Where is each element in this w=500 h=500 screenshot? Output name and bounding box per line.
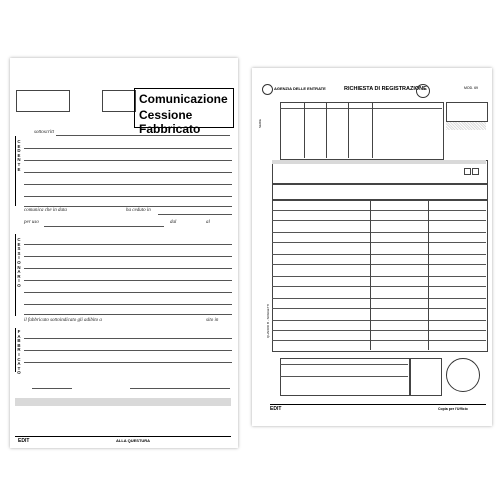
form-title-line2: Cessione Fabbricato	[139, 108, 201, 136]
footer-rule	[15, 436, 231, 437]
checkbox-b[interactable]	[472, 168, 479, 175]
left-form-sheet	[10, 58, 238, 448]
republic-emblem-icon	[262, 84, 273, 95]
per-uso-label: per uso	[24, 220, 39, 225]
form-title-line1: Comunicazione	[139, 92, 228, 106]
sog-col-1	[370, 200, 371, 350]
top-col-2	[326, 102, 327, 158]
sold-text: ha ceduto in	[126, 208, 151, 213]
cess-row-4	[24, 280, 232, 281]
fabb-row-3	[24, 362, 232, 363]
stamp-circle-icon	[416, 84, 430, 98]
cess-row-5	[24, 292, 232, 293]
title-box	[134, 88, 234, 136]
right-footer-brand: EDIT	[270, 406, 282, 412]
section-label-cessionario: C E S S I O N A R I O	[17, 237, 21, 288]
model-code: MOD. 69	[464, 86, 479, 90]
checkbox-a[interactable]	[464, 168, 471, 175]
right-title: RICHIESTA DI REGISTRAZIONE	[344, 86, 427, 92]
side-serie-label: SERIE	[258, 118, 262, 128]
cedente-row-3	[24, 172, 232, 173]
sog-row-8	[272, 286, 486, 287]
sog-row-1	[272, 210, 486, 211]
section-label-fabbricato: F A B B R I C A T O	[17, 329, 21, 376]
dal-label: dal	[170, 220, 177, 225]
header-box-mid	[102, 90, 136, 112]
subject-block	[272, 184, 488, 200]
office-stamp-icon	[446, 358, 480, 392]
per-uso-line	[44, 226, 164, 227]
bottom-grid-row	[280, 376, 408, 377]
cedente-row-4	[24, 184, 232, 185]
bottom-grid-header	[280, 364, 408, 365]
date-line	[32, 388, 72, 389]
cedente-row-6	[24, 206, 232, 207]
building-text: il fabbricato sottoindicato gli adibito a	[24, 318, 102, 323]
sog-row-3	[272, 232, 486, 233]
header-box-left	[16, 90, 70, 112]
sold-line	[158, 214, 232, 215]
top-col-3	[348, 102, 349, 158]
sito-in-label: sito in	[206, 318, 219, 323]
sog-row-10	[272, 308, 486, 309]
cess-row-7	[24, 314, 232, 315]
sog-row-2	[272, 220, 486, 221]
sog-row-12	[272, 330, 486, 331]
cess-row-2	[24, 256, 232, 257]
sog-row-4	[272, 242, 486, 243]
left-footer-right: ALLA QUESTURA	[116, 438, 151, 443]
agency-name: AGENZIA DELLE ENTRATE	[274, 86, 326, 91]
signature-line	[130, 388, 230, 389]
sog-row-7	[272, 276, 486, 277]
left-footer-brand: EDIT	[18, 438, 30, 444]
section-label-cedente: C E D E N T E	[17, 139, 21, 172]
cedente-row-2	[24, 160, 232, 161]
fabb-row-1	[24, 338, 232, 339]
section-label-soggetti: QUADRO B - SOGGETTI	[266, 303, 270, 338]
check-list	[410, 358, 442, 396]
cess-row-6	[24, 304, 232, 305]
sog-row-9	[272, 298, 486, 299]
sog-row-6	[272, 264, 486, 265]
fabb-row-2	[24, 350, 232, 351]
office-shade	[272, 160, 486, 164]
right-small-table	[446, 102, 488, 122]
cess-row-3	[24, 268, 232, 269]
footer-strip	[15, 398, 231, 406]
intro-label: sottoscritt	[34, 130, 55, 135]
cess-row-1	[24, 244, 232, 245]
sog-row-11	[272, 320, 486, 321]
sog-col-2	[428, 200, 429, 350]
cedente-row-1	[24, 148, 232, 149]
cedente-row-5	[24, 196, 232, 197]
al-label: al	[206, 220, 210, 225]
sog-row-5	[272, 254, 486, 255]
right-footer-rule	[270, 404, 486, 405]
right-form-sheet	[252, 68, 492, 426]
hatched-box	[446, 122, 486, 130]
right-footer-note: Copia per l'Ufficio	[438, 407, 468, 411]
communicates-text: comunica che in data	[24, 208, 67, 213]
top-col-4	[372, 102, 373, 158]
sog-row-13	[272, 340, 486, 341]
top-col-1	[304, 102, 305, 158]
